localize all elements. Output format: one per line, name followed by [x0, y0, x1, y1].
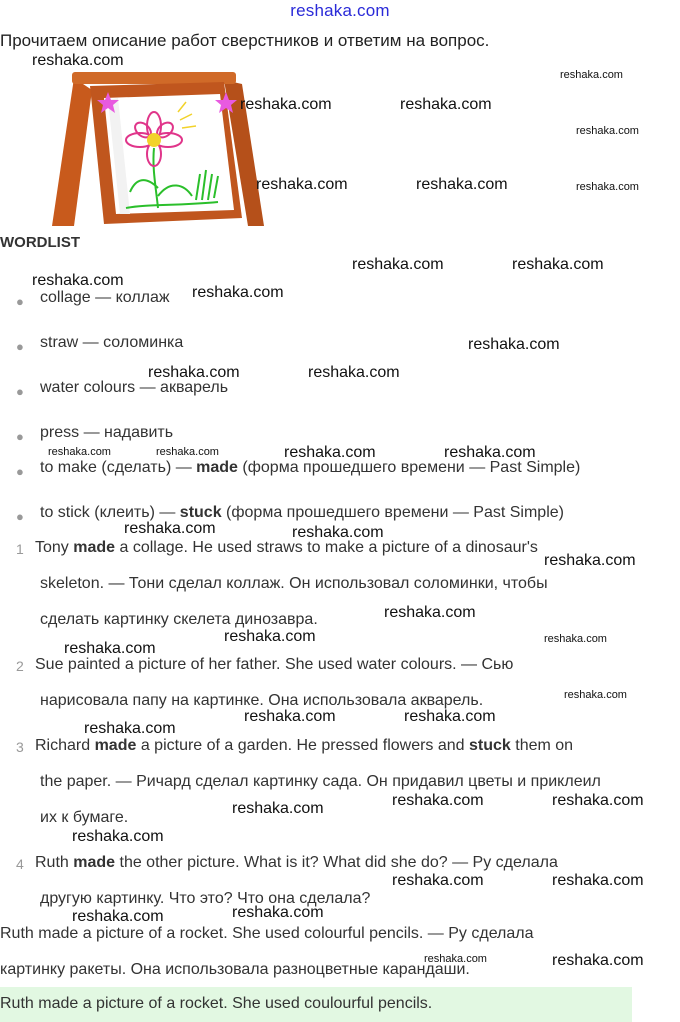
bullet: ● [16, 429, 24, 444]
watermark: reshaka.com [468, 336, 560, 353]
watermark: reshaka.com [560, 69, 623, 81]
watermark: reshaka.com [192, 284, 284, 301]
bullet: ● [16, 339, 24, 354]
site-header-link[interactable]: reshaka.com [290, 1, 390, 20]
watermark: reshaka.com [392, 792, 484, 809]
answer-text: Ruth made a picture of a rocket. She used coulourful pencils. [0, 995, 433, 1012]
answer-box [0, 987, 632, 1022]
bullet: ● [16, 294, 24, 309]
watermark: reshaka.com [352, 256, 444, 273]
text-number: 4 [16, 856, 24, 872]
watermark: reshaka.com [512, 256, 604, 273]
watermark: reshaka.com [48, 446, 111, 458]
intro-text: Прочитаем описание работ сверстников и ответим на вопрос. [0, 31, 490, 50]
watermark: reshaka.com [232, 904, 324, 921]
text4-line: Ruth made the other picture. What is it? What did she do? — Ру сделала [35, 854, 558, 871]
watermark: reshaka.com [32, 272, 124, 289]
watermark: reshaka.com [256, 176, 348, 193]
wordlist-item-make: to make (сделать) — made (форма прошедшего времени — Past Simple) [40, 459, 581, 476]
watermark: reshaka.com [564, 689, 627, 701]
watermark: reshaka.com [72, 908, 164, 925]
text-number: 3 [16, 739, 24, 755]
solution-line: картинку ракеты. Она использовала разноцветные карандаши. [0, 961, 470, 978]
watermark: reshaka.com [84, 720, 176, 737]
watermark: reshaka.com [224, 628, 316, 645]
wordlist-item: water colours — акварель [40, 379, 229, 396]
text2-line: нарисовала папу на картинке. Она использовала акварель. [40, 692, 484, 709]
watermark: reshaka.com [72, 828, 164, 845]
watermark: reshaka.com [404, 708, 496, 725]
text1-line: Tony made a collage. He used straws to make a picture of a dinosaur's [35, 539, 538, 556]
watermark: reshaka.com [124, 520, 216, 537]
text4-line: другую картинку. Что это? Что она сделала? [40, 890, 371, 907]
wordlist-item: collage — коллаж [40, 289, 170, 306]
text-number: 2 [16, 658, 24, 674]
watermark: reshaka.com [576, 125, 639, 137]
bullet: ● [16, 464, 24, 479]
watermark: reshaka.com [444, 444, 536, 461]
text3-line: the paper. — Ричард сделал картинку сада. Он придавил цветы и приклеил [40, 773, 601, 790]
watermark: reshaka.com [552, 872, 644, 889]
watermark: reshaka.com [156, 446, 219, 458]
text3-line: их к бумаге. [40, 809, 129, 826]
watermark: reshaka.com [384, 604, 476, 621]
watermark: reshaka.com [416, 176, 508, 193]
watermark: reshaka.com [544, 633, 607, 645]
watermark: reshaka.com [232, 800, 324, 817]
text1-line: сделать картинку скелета динозавра. [40, 611, 318, 628]
bullet: ● [16, 509, 24, 524]
watermark: reshaka.com [308, 364, 400, 381]
text2-line: Sue painted a picture of her father. She used water colours. — Сью [35, 656, 514, 673]
solution-line: Ruth made a picture of a rocket. She used colourful pencils. — Ру сделала [0, 925, 534, 942]
watermark: reshaka.com [392, 872, 484, 889]
watermark: reshaka.com [292, 524, 384, 541]
text3-line: Richard made a picture of a garden. He pressed flowers and stuck them on [35, 737, 574, 754]
wordlist-item-stick: to stick (клеить) — stuck (форма прошедшего времени — Past Simple) [40, 504, 564, 521]
wordlist-item: straw — соломинка [40, 334, 184, 351]
watermark: reshaka.com [32, 52, 124, 69]
watermark: reshaka.com [284, 444, 376, 461]
wordlist-item: press — надавить [40, 424, 174, 441]
watermark: reshaka.com [576, 181, 639, 193]
watermark: reshaka.com [552, 792, 644, 809]
watermark: reshaka.com [400, 96, 492, 113]
text1-line: skeleton. — Тони сделал коллаж. Он использовал соломинки, чтобы [40, 575, 548, 592]
watermark: reshaka.com [552, 952, 644, 969]
watermark: reshaka.com [240, 96, 332, 113]
watermark: reshaka.com [544, 552, 636, 569]
watermark: reshaka.com [148, 364, 240, 381]
watermark: reshaka.com [244, 708, 336, 725]
wordlist-heading: WORDLIST [0, 234, 80, 251]
watermark: reshaka.com [424, 953, 487, 965]
easel-picture [46, 68, 268, 226]
bullet: ● [16, 384, 24, 399]
watermark: reshaka.com [64, 640, 156, 657]
text-number: 1 [16, 541, 24, 557]
